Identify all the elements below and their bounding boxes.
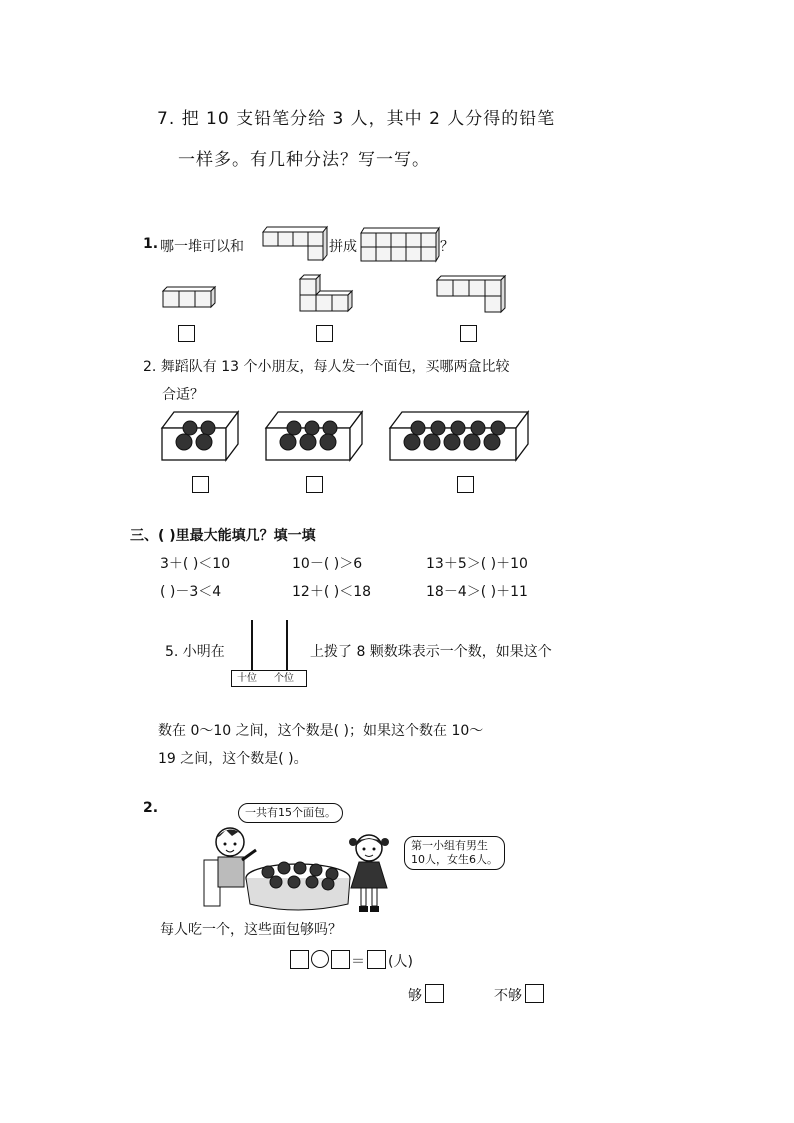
abacus-rod-tens [251, 620, 253, 670]
cube-option-b [297, 271, 357, 313]
girl-illustration [343, 832, 395, 914]
s3-r2-c1: ( )－3＜4 [160, 584, 222, 600]
q2-answer-box-a[interactable] [192, 476, 209, 493]
s3-r2-c3: 18－4＞( )＋11 [426, 584, 528, 600]
s3-r1-c2: 10－( )＞6 [292, 556, 363, 572]
q1-text-a: 哪一堆可以和 [160, 239, 244, 255]
q2b-number: 2. [143, 800, 159, 816]
cube-option-c [436, 274, 508, 314]
not-enough-label: 不够 [494, 988, 522, 1004]
q1-answer-box-b[interactable] [316, 325, 333, 342]
q7-line1: 7. 把 10 支铅笔分给 3 人，其中 2 人分得的铅笔 [157, 109, 556, 129]
equation-box-1[interactable] [290, 950, 309, 969]
equation-box-2[interactable] [331, 950, 350, 969]
section3-heading: 三、( )里最大能填几？填一填 [130, 528, 316, 544]
s3-r2-c2: 12＋( )＜18 [292, 584, 372, 600]
q1-answer-box-a[interactable] [178, 325, 195, 342]
s3-r1-c1: 3＋( )＜10 [160, 556, 231, 572]
bubble-girl-line1: 第一小组有男生 [411, 839, 488, 852]
not-enough-box[interactable] [525, 984, 544, 1003]
q5-line2: 数在 0～10 之间，这个数是( )；如果这个数在 10～ [158, 723, 484, 739]
q1-text-b: 拼成 [329, 239, 357, 255]
abacus-base [231, 670, 307, 687]
q5-line3: 19 之间，这个数是( )。 [158, 751, 308, 767]
bread-box-6 [264, 410, 364, 464]
q5-text-a: 5. 小明在 [165, 644, 225, 660]
abacus-ones-label: 个位 [274, 673, 294, 684]
q1-number: 1. [143, 236, 159, 252]
equals-sign: ＝ [351, 954, 365, 970]
bubble-girl-line2: 10人，女生6人。 [411, 853, 498, 866]
boy-with-bread-illustration [198, 820, 358, 912]
bread-box-4 [160, 410, 240, 464]
q1-text-c: ？ [440, 239, 454, 255]
equation-box-result[interactable] [367, 950, 386, 969]
speech-bubble-girl [404, 836, 505, 870]
q5-text-b: 上拨了 8 颗数珠表示一个数，如果这个 [310, 644, 552, 660]
q1-answer-box-c[interactable] [460, 325, 477, 342]
enough-box[interactable] [425, 984, 444, 1003]
cube-option-a [162, 285, 218, 311]
bread-box-10 [388, 410, 530, 464]
abacus [231, 620, 307, 688]
abacus-tens-label: 十位 [237, 673, 257, 684]
q7-line2: 一样多。有几种分法？写一写。 [178, 150, 430, 170]
q2-line1: 2. 舞蹈队有 13 个小朋友，每人发一个面包，买哪两盒比较 [143, 359, 510, 375]
s3-r1-c3: 13＋5＞( )＋10 [426, 556, 528, 572]
q2b-question: 每人吃一个，这些面包够吗？ [160, 922, 342, 938]
unit-label: (人) [388, 954, 413, 970]
q2-answer-box-b[interactable] [306, 476, 323, 493]
abacus-rod-ones [286, 620, 288, 670]
speech-bubble-boy: 一共有15个面包。 [238, 803, 343, 823]
q2-line2: 合适？ [162, 387, 204, 403]
q2-answer-box-c[interactable] [457, 476, 474, 493]
enough-label: 够 [408, 988, 422, 1004]
cube-shape-target-a [262, 224, 328, 262]
cube-shape-result [360, 226, 440, 266]
operator-circle[interactable] [311, 950, 329, 968]
